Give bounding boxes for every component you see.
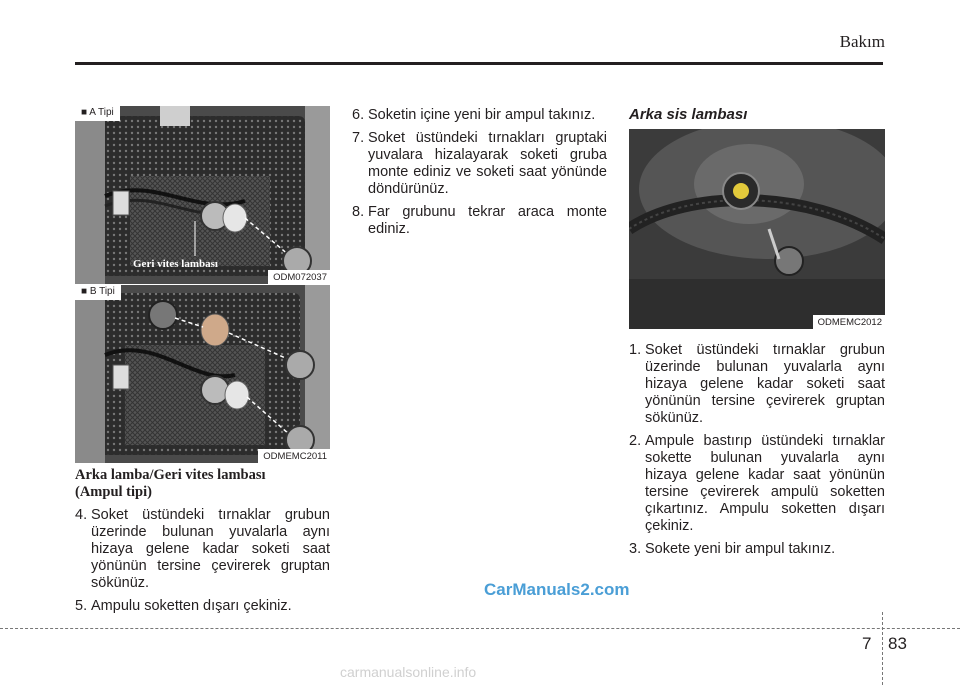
page-header-title: Bakım xyxy=(839,32,885,51)
figure-b-label: ■ B Tipi xyxy=(75,285,121,300)
list-item xyxy=(352,204,607,238)
site-watermark-link[interactable]: CarManuals2.com xyxy=(484,580,630,599)
step-number: 6. xyxy=(352,107,365,123)
step-number: 3. xyxy=(629,541,642,557)
step-number: 5. xyxy=(75,598,88,614)
step-number: 7. xyxy=(352,130,365,146)
figure-type-a xyxy=(75,106,330,284)
tail-lamp-photo-b xyxy=(75,285,330,463)
step-text: Ampule bastırıp üstündeki tırnaklar sokette bulunan yuvalarla aynı hizaya gelene kadar saat yönünün tersine çevirerek ampulü soketten çıkartınız. Ampulu soketten dışarı çekiniz. xyxy=(645,433,885,534)
section-subheading: Arka lamba/Geri vites lambası (Ampul tipi) xyxy=(75,467,266,500)
step-text: Far grubunu tekrar araca monte ediniz. xyxy=(368,204,607,237)
figure-a-code: ODM072037 xyxy=(268,270,330,284)
footer-watermark: carmanualsonline.info xyxy=(340,664,477,680)
figure-a-label: ■ A Tipi xyxy=(75,106,120,121)
list-item xyxy=(629,342,885,427)
figure-fog-lamp xyxy=(629,129,885,329)
step-text: Soket üstündeki tırnaklar grubun üzerinde bulunan yuvalarla aynı hizaya gelene kadar soketi saat yönünün tersine çevirerek gruptan sökünüz. xyxy=(645,342,885,426)
figure-type-b xyxy=(75,284,330,463)
footer-rule xyxy=(0,628,960,629)
list-item xyxy=(352,130,607,198)
page-number: 83 xyxy=(888,634,907,653)
middle-step-list xyxy=(352,107,607,244)
step-number: 1. xyxy=(629,342,642,358)
figure-c-code: ODMEMC2012 xyxy=(813,315,885,329)
figure-a-callout: Geri vites lambası xyxy=(133,258,218,270)
chapter-number: 7 xyxy=(862,634,872,653)
fog-lamp-photo xyxy=(629,129,885,329)
list-item xyxy=(352,107,607,124)
step-text: Soket üstündeki tırnakları gruptaki yuvalara hizalayarak soketi gruba monte ediniz ve soketi saat yönünde döndürünüz. xyxy=(368,130,607,197)
list-item xyxy=(75,507,330,592)
right-step-list xyxy=(629,342,885,564)
step-number: 8. xyxy=(352,204,365,220)
header-rule xyxy=(75,62,883,65)
section-title: Arka sis lambası xyxy=(629,106,748,123)
step-number: 2. xyxy=(629,433,642,449)
figure-b-code: ODMEMC2011 xyxy=(258,449,330,463)
left-step-list xyxy=(75,507,330,621)
footer-divider xyxy=(882,612,883,685)
list-item xyxy=(629,541,885,558)
list-item xyxy=(75,598,330,615)
step-text: Soket üstündeki tırnaklar grubun üzerinde bulunan yuvalarla aynı hizaya gelene kadar soketi saat yönünün tersine çevirerek gruptan sökünüz. xyxy=(91,507,330,591)
step-text: Soketin içine yeni bir ampul takınız. xyxy=(368,107,596,123)
step-number: 4. xyxy=(75,507,88,523)
step-text: Sokete yeni bir ampul takınız. xyxy=(645,541,836,557)
step-text: Ampulu soketten dışarı çekiniz. xyxy=(91,598,292,614)
list-item xyxy=(629,433,885,535)
